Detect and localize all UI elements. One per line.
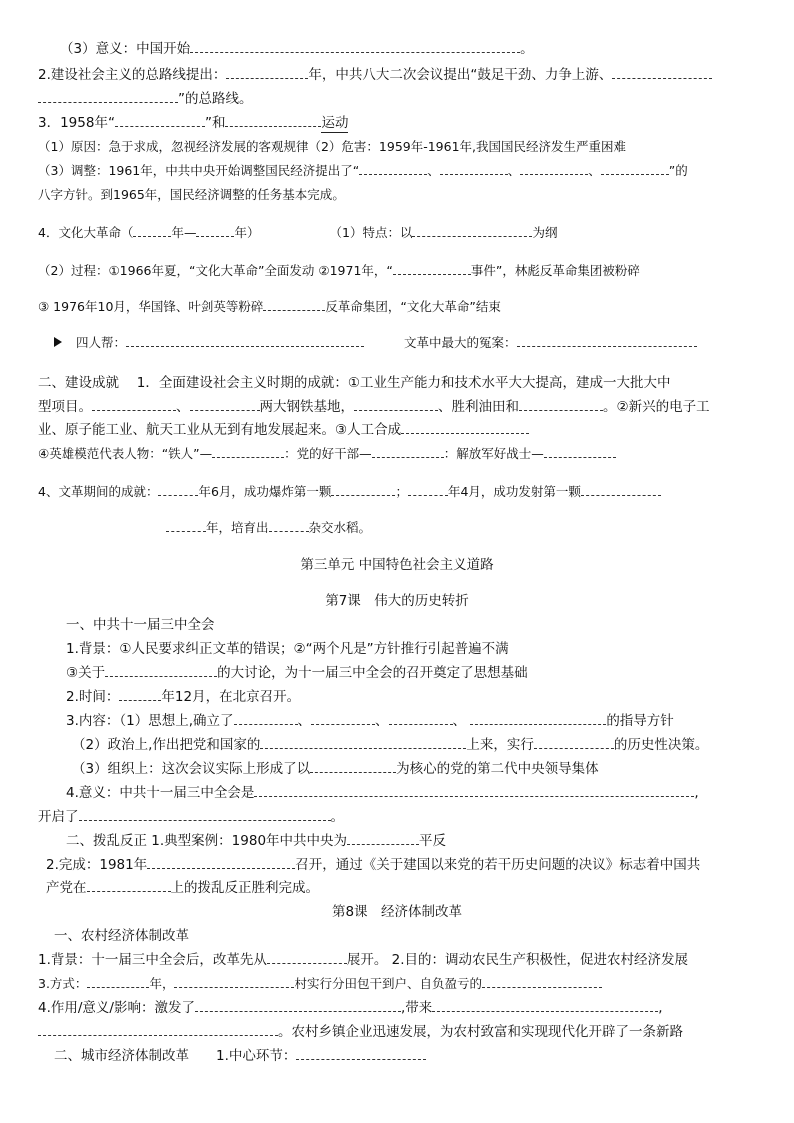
significance-line-cont: 开启了 。 [38, 809, 344, 825]
answer-blank[interactable] [354, 398, 438, 411]
lesson-8-heading: 第8课 经济体制改革 [331, 904, 463, 920]
answer-blank[interactable] [520, 162, 588, 175]
background-line: 1.背景：①人民要求纠正文革的错误；②“两个凡是”方针推行引起普遍不满 [66, 641, 509, 657]
achievements-heading: 二、建设成就 1．全面建设社会主义时期的成就：①工业生产能力和技术水平大大提高，建成一大批大中 [38, 375, 671, 391]
adjustment-line: （3）调整：1961年，中共中央开始调整国民经济提出了“ 、 、 、 ”的 [38, 163, 688, 178]
unit-heading: 第三单元 中国特色社会主义道路 [300, 557, 494, 573]
answer-blank[interactable] [92, 398, 176, 411]
answer-blank[interactable] [534, 736, 614, 749]
answer-blank[interactable] [432, 999, 658, 1012]
answer-blank[interactable] [412, 224, 532, 237]
time-line: 2.时间： 年12月，在北京召开。 [66, 689, 301, 705]
answer-blank[interactable] [195, 999, 401, 1012]
answer-blank[interactable] [190, 398, 260, 411]
gang-of-four-line: 四人帮： 文革中最大的冤案： [54, 334, 697, 352]
answer-blank[interactable] [126, 334, 364, 347]
answer-blank[interactable] [470, 712, 606, 725]
answer-blank[interactable] [267, 951, 347, 964]
answer-blank[interactable] [401, 421, 529, 434]
answer-blank[interactable] [212, 445, 284, 458]
completion-line: 2.完成：1981年 召开，通过《关于建国以来党的若干历史问题的决议》标志着中国共 [46, 857, 701, 873]
answer-blank[interactable] [166, 519, 206, 532]
gang-of-four-crushed-line: ③ 1976年10月，华国锋、叶剑英等粉碎 反革命集团，“文化大革命”结束 [38, 299, 501, 314]
answer-blank[interactable] [393, 262, 471, 275]
answer-blank[interactable] [310, 760, 396, 773]
answer-blank[interactable] [174, 975, 294, 988]
cause-harm-line: （1）原因：急于求成，忽视经济发展的客观规律（2）危害：1959年-1961年,我国国民经济发生严重困难 [38, 139, 627, 154]
rural-background-line: 1.背景：十一届三中全会后，改革先从 展开。 2.目的：调动农民生产积极性，促进农村经济发展 [38, 952, 689, 968]
answer-blank[interactable] [389, 712, 453, 725]
answer-blank[interactable] [190, 40, 520, 53]
answer-blank[interactable] [408, 483, 448, 496]
section-heading: 一、中共十一届三中全会 [66, 617, 215, 633]
answer-blank[interactable] [105, 664, 217, 677]
answer-blank[interactable] [347, 832, 419, 845]
answer-blank[interactable] [260, 736, 466, 749]
answer-blank[interactable] [225, 114, 321, 127]
content-politics-line: （2）政治上,作出把党和国家的 上来，实行 的历史性决策。 [72, 737, 709, 753]
rural-effect-line: 4.作用/意义/影响：激发了 ,带来 , [38, 1000, 663, 1016]
general-line-question: 2.建设社会主义的总路线提出： 年，中共八大二次会议提出“鼓足干劲、力争上游、 [38, 66, 712, 84]
answer-blank[interactable] [147, 856, 295, 869]
rectification-line: 二、拨乱反正 1.典型案例：1980年中共中央为 平反 [66, 833, 447, 849]
arrow-bullet-icon [54, 337, 62, 347]
answer-blank[interactable] [226, 66, 308, 79]
answer-blank[interactable] [612, 66, 712, 79]
answer-blank[interactable] [87, 879, 171, 892]
general-line-end: ”的总路线。 [38, 90, 253, 108]
steel-bases-line: 型项目。 、 两大钢铁基地， 、胜利油田和 。②新兴的电子工 [38, 399, 710, 415]
answer-blank[interactable] [359, 162, 427, 175]
meaning-line: （3）意义：中国开始 。 [60, 41, 534, 57]
debate-line: ③关于 的大讨论，为十一届三中全会的召开奠定了思想基础 [66, 665, 528, 681]
model-figures-line: ④英雄模范代表人物：“铁人”— ：党的好干部— ：解放军好战士— [38, 445, 616, 463]
answer-blank[interactable] [482, 975, 602, 988]
answer-blank[interactable] [581, 483, 661, 496]
answer-blank[interactable] [440, 162, 508, 175]
answer-blank[interactable] [311, 712, 375, 725]
rural-method-line: 3.方式： 年， 村实行分田包干到户、自负盈亏的 [38, 975, 602, 993]
answer-blank[interactable] [601, 162, 669, 175]
cultural-revolution-line: 4．文化大革命（ 年— 年） （1）特点：以 为纲 [38, 225, 558, 240]
rural-effect-line-cont: 。农村乡镇企业迅速发展，为农村致富和实现现代化开辟了一条新路 [38, 1023, 683, 1041]
answer-blank[interactable] [38, 1023, 278, 1036]
answer-blank[interactable] [263, 298, 325, 311]
answer-blank[interactable] [544, 445, 616, 458]
answer-blank[interactable] [372, 445, 444, 458]
answer-blank[interactable] [79, 808, 331, 821]
significance-line: 4.意义：中共十一届三中全会是 , [66, 785, 699, 801]
process-line: （2）过程：①1966年夏，“文化大革命”全面发动 ②1971年，“ 事件”，林彪反革命集团被粉碎 [38, 263, 640, 278]
answer-blank[interactable] [196, 224, 234, 237]
answer-blank[interactable] [115, 114, 205, 127]
answer-blank[interactable] [331, 483, 395, 496]
answer-blank[interactable] [296, 1047, 426, 1060]
urban-reform-line: 二、城市经济体制改革 1.中心环节： [54, 1047, 426, 1065]
answer-blank[interactable] [38, 90, 178, 103]
great-leap-line: 3．1958年“ ”和 运动 [38, 115, 349, 131]
completion-line-cont: 产党在 上的拨乱反正胜利完成。 [46, 880, 319, 896]
answer-blank[interactable] [254, 784, 694, 797]
eight-char-line: 八字方针。到1965年，国民经济调整的任务基本完成。 [38, 187, 345, 202]
section-heading: 一、农村经济体制改革 [54, 928, 189, 944]
lesson-7-heading: 第7课 伟大的历史转折 [325, 593, 469, 609]
answer-blank[interactable] [133, 224, 171, 237]
answer-blank[interactable] [87, 975, 149, 988]
answer-blank[interactable] [119, 688, 161, 701]
hybrid-rice-line: 年，培育出 杂交水稻。 [166, 519, 371, 537]
cr-achievements-line: 4、文革期间的成就： 年6月，成功爆炸第一颗 ； 年4月，成功发射第一颗 [38, 483, 661, 501]
industry-line: 业、原子能工业、航天工业从无到有地发展起来。③人工合成 [38, 421, 529, 439]
answer-blank[interactable] [269, 519, 309, 532]
answer-blank[interactable] [519, 398, 603, 411]
answer-blank[interactable] [234, 712, 298, 725]
answer-blank[interactable] [517, 334, 697, 347]
answer-blank[interactable] [158, 483, 198, 496]
content-thought-line: 3.内容：（1）思想上,确立了 、 、 、 的指导方针 [66, 713, 674, 729]
content-organization-line: （3）组织上：这次会议实际上形成了以 为核心的党的第二代中央领导集体 [72, 761, 599, 777]
